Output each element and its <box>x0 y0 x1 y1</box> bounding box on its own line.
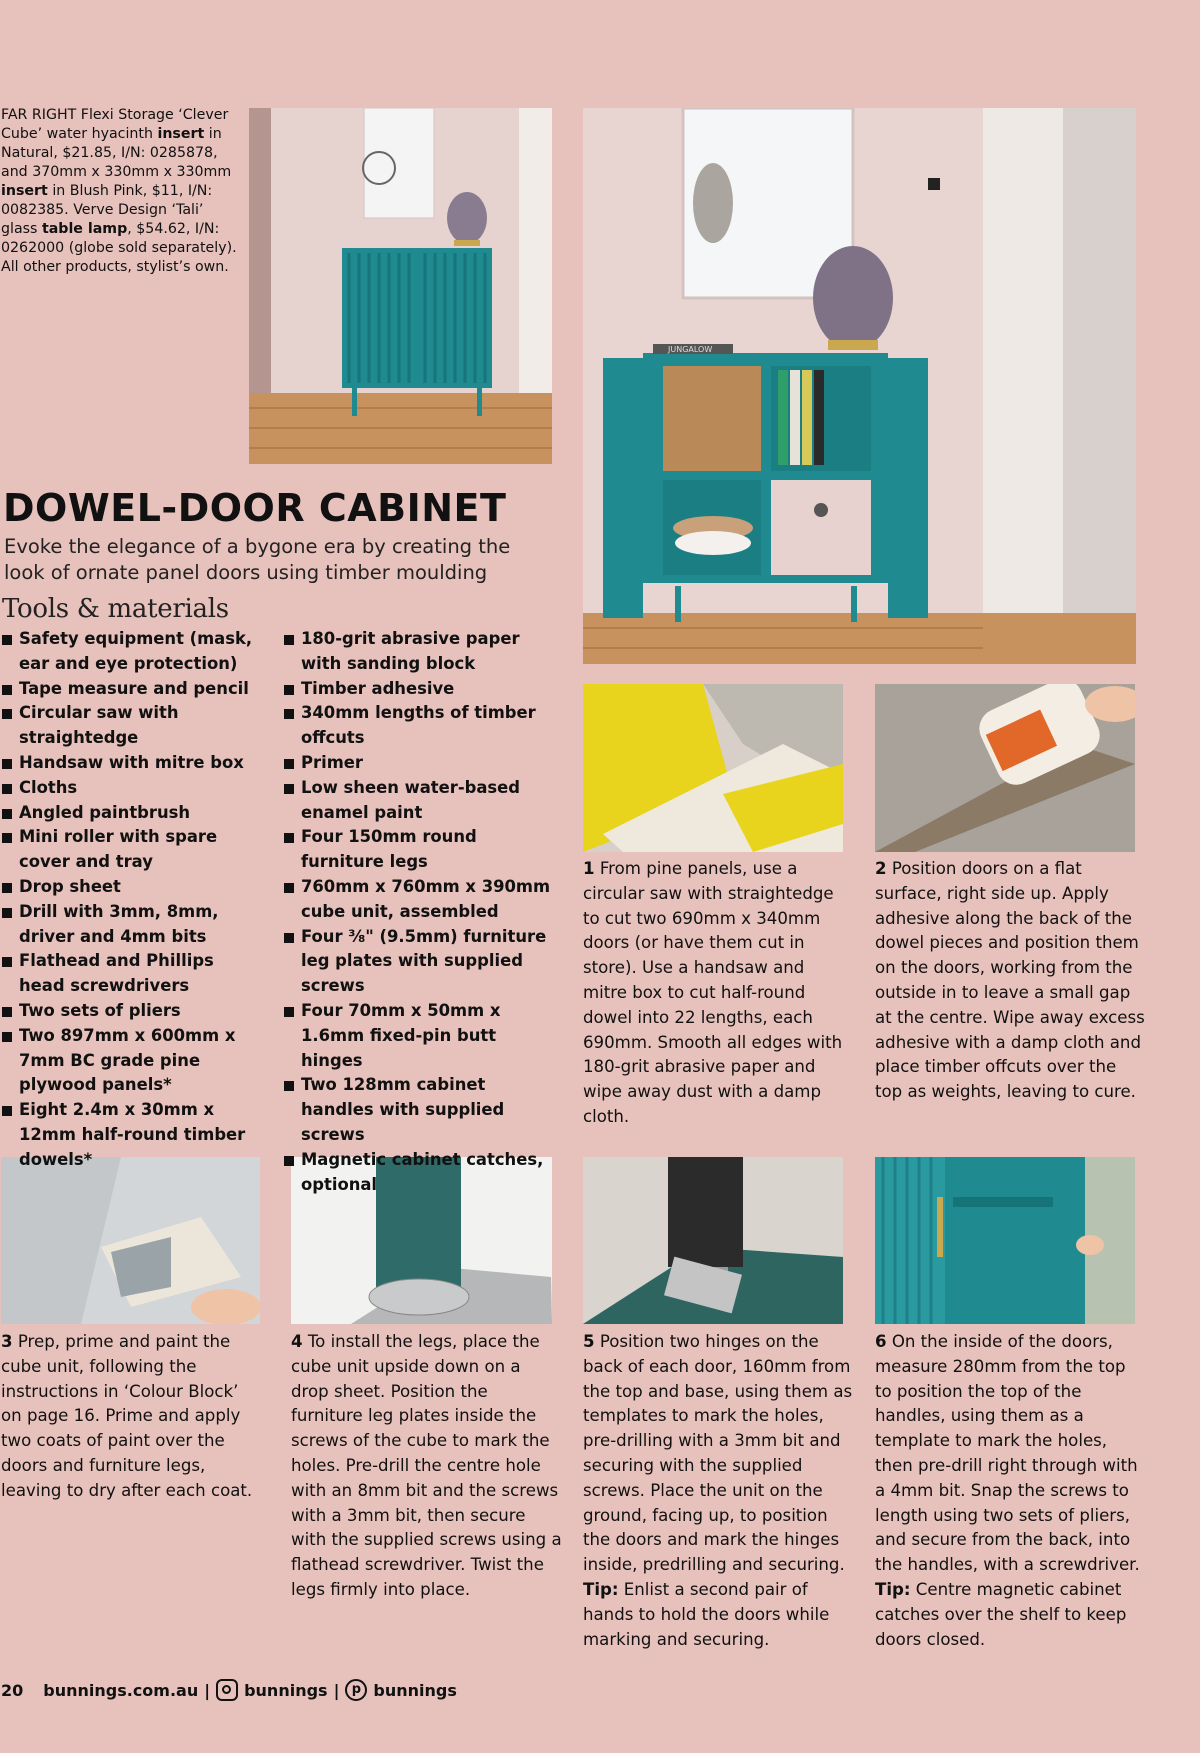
step2-photo <box>875 684 1135 852</box>
step6-photo <box>875 1157 1135 1324</box>
step-text: Position two hinges on the back of each door, 160mm from the top and base, using them as templates to mark the holes, pre-drilling with a 3mm bit and securing with the supplied screws. Place the unit on the ground, facing up, to position the doors and mark the hinges inside, predrilling and securing. <box>583 1332 853 1575</box>
step-5 <box>583 1330 855 1652</box>
instagram-icon[interactable] <box>216 1679 238 1701</box>
step-number: 3 <box>1 1332 13 1351</box>
page-footer <box>1 1679 457 1701</box>
tool-item: Magnetic cabinet catches, optional <box>283 1148 553 1198</box>
step-3 <box>1 1330 263 1504</box>
tools-list-left <box>1 627 263 1173</box>
separator: | <box>204 1680 211 1700</box>
tools-heading: Tools & materials <box>2 594 229 624</box>
step1-photo <box>583 684 843 852</box>
pinterest-icon[interactable]: p <box>345 1679 367 1701</box>
book-spine-label: JUNGALOW <box>668 345 713 354</box>
step3-photo <box>1 1157 260 1324</box>
tool-item: Two 128mm cabinet handles with supplied screws <box>283 1073 553 1147</box>
tool-item: Cloths <box>1 776 263 801</box>
tool-item: Safety equipment (mask, ear and eye protection) <box>1 627 263 677</box>
tool-item: Two sets of pliers <box>1 999 263 1024</box>
step-number: 5 <box>583 1332 595 1351</box>
caption-segment: insert <box>157 126 205 142</box>
step-text: To install the legs, place the cube unit upside down on a drop sheet. Position the furniture leg plates inside the screws of the cube to mark the holes. Pre-drill the centre hole with an 8mm bit and the screws with a 3mm bit, then secure with the supplied screws using a flathead screwdriver. Twist the legs firmly into place. <box>291 1332 562 1599</box>
separator: | <box>333 1680 340 1700</box>
cabinet-photo-large <box>583 108 1136 664</box>
page-number: 20 <box>1 1680 24 1700</box>
tool-item: Eight 2.4m x 30mm x 12mm half-round timber dowels* <box>1 1098 263 1172</box>
tool-item: Primer <box>283 751 553 776</box>
tool-item: Flathead and Phillips head screwdrivers <box>1 949 263 999</box>
tool-item: Circular saw with straightedge <box>1 701 263 751</box>
step-text: On the inside of the doors, measure 280mm from the top to position the top of the handles, using them as a template to mark the holes, then pre-drill right through with a 4mm bit. Snap the screws to length using two sets of pliers, and secure from the back, into the handles, with a screwdriver. <box>875 1332 1140 1575</box>
step-number: 2 <box>875 859 887 878</box>
tool-item: Four 150mm round furniture legs <box>283 825 553 875</box>
tool-item: Angled paintbrush <box>1 801 263 826</box>
pinterest-handle[interactable]: bunnings <box>373 1680 457 1700</box>
page-title: DOWEL-DOOR CABINET <box>3 486 507 530</box>
tool-item: Two 897mm x 600mm x 7mm BC grade pine plywood panels* <box>1 1024 263 1098</box>
cabinet-photo-small <box>249 108 552 464</box>
caption-segment: , $54.62, I/N: 0262000 (globe sold separately). All other products, stylist’s own. <box>1 221 237 275</box>
step-text: From pine panels, use a circular saw with straightedge to cut two 690mm x 340mm doors (or have them cut in store). Use a handsaw and mitre box to cut half-round dowel into 22 lengths, each 690mm. Smooth all edges with 180-grit abrasive paper and wipe away dust with a damp cloth. <box>583 859 843 1126</box>
tools-list-right <box>283 627 553 1197</box>
tip-label: Tip: <box>583 1579 619 1599</box>
caption-segment: in Natural, $21.85, I/N: 0285878, and 370mm x 330mm x 330mm <box>1 126 232 180</box>
caption-segment: in Blush Pink, $11, I/N: 0082385. Verve Design ‘Tali’ glass <box>1 183 213 237</box>
tool-item: Low sheen water-based enamel paint <box>283 776 553 826</box>
caption-segment: insert <box>1 183 48 199</box>
instagram-handle[interactable]: bunnings <box>244 1680 328 1700</box>
step-number: 4 <box>291 1332 303 1351</box>
website-link[interactable]: bunnings.com.au <box>43 1680 199 1700</box>
tip-text: Enlist a second pair of hands to hold the doors while marking and securing. <box>583 1579 830 1649</box>
step-6 <box>875 1330 1147 1652</box>
tool-item: Drop sheet <box>1 875 263 900</box>
tip-label: Tip: <box>875 1579 911 1599</box>
step-text: Prep, prime and paint the cube unit, following the instructions in ‘Colour Block’ on page 16. Prime and apply two coats of paint over the doors and furniture legs, leaving to dry after each coat. <box>1 1332 253 1500</box>
tool-item: 340mm lengths of timber offcuts <box>283 701 553 751</box>
caption-segment: table lamp <box>41 221 128 237</box>
tool-item: Tape measure and pencil <box>1 677 263 702</box>
tool-item: Timber adhesive <box>283 677 553 702</box>
step-text: Position doors on a flat surface, right side up. Apply adhesive along the back of the dowel pieces and position them on the doors, working from the outside in to leave a small gap at the centre. Wipe away excess adhesive with a damp cloth and place timber offcuts over the top as weights, leaving to cure. <box>875 859 1145 1102</box>
step-number: 1 <box>583 859 595 878</box>
step-1 <box>583 857 853 1130</box>
photo-caption <box>1 106 241 277</box>
tool-item: Four 70mm x 50mm x 1.6mm fixed-pin butt hinges <box>283 999 553 1073</box>
tool-item: Mini roller with spare cover and tray <box>1 825 263 875</box>
caption-segment: FAR RIGHT Flexi Storage ‘Clever Cube’ water hyacinth <box>1 107 229 142</box>
tool-item: Handsaw with mitre box <box>1 751 263 776</box>
tip-text: Centre magnetic cabinet catches over the shelf to keep doors closed. <box>875 1579 1127 1649</box>
page-subtitle: Evoke the elegance of a bygone era by creating the look of ornate panel doors using timber moulding <box>4 535 511 584</box>
step5-photo <box>583 1157 843 1324</box>
tool-item: Drill with 3mm, 8mm, driver and 4mm bits <box>1 900 263 950</box>
step-number: 6 <box>875 1332 887 1351</box>
tool-item: Four ⅜" (9.5mm) furniture leg plates with supplied screws <box>283 925 553 999</box>
tool-item: 760mm x 760mm x 390mm cube unit, assembled <box>283 875 553 925</box>
tool-item: 180-grit abrasive paper with sanding block <box>283 627 553 677</box>
step-2 <box>875 857 1145 1105</box>
step-4 <box>291 1330 563 1603</box>
